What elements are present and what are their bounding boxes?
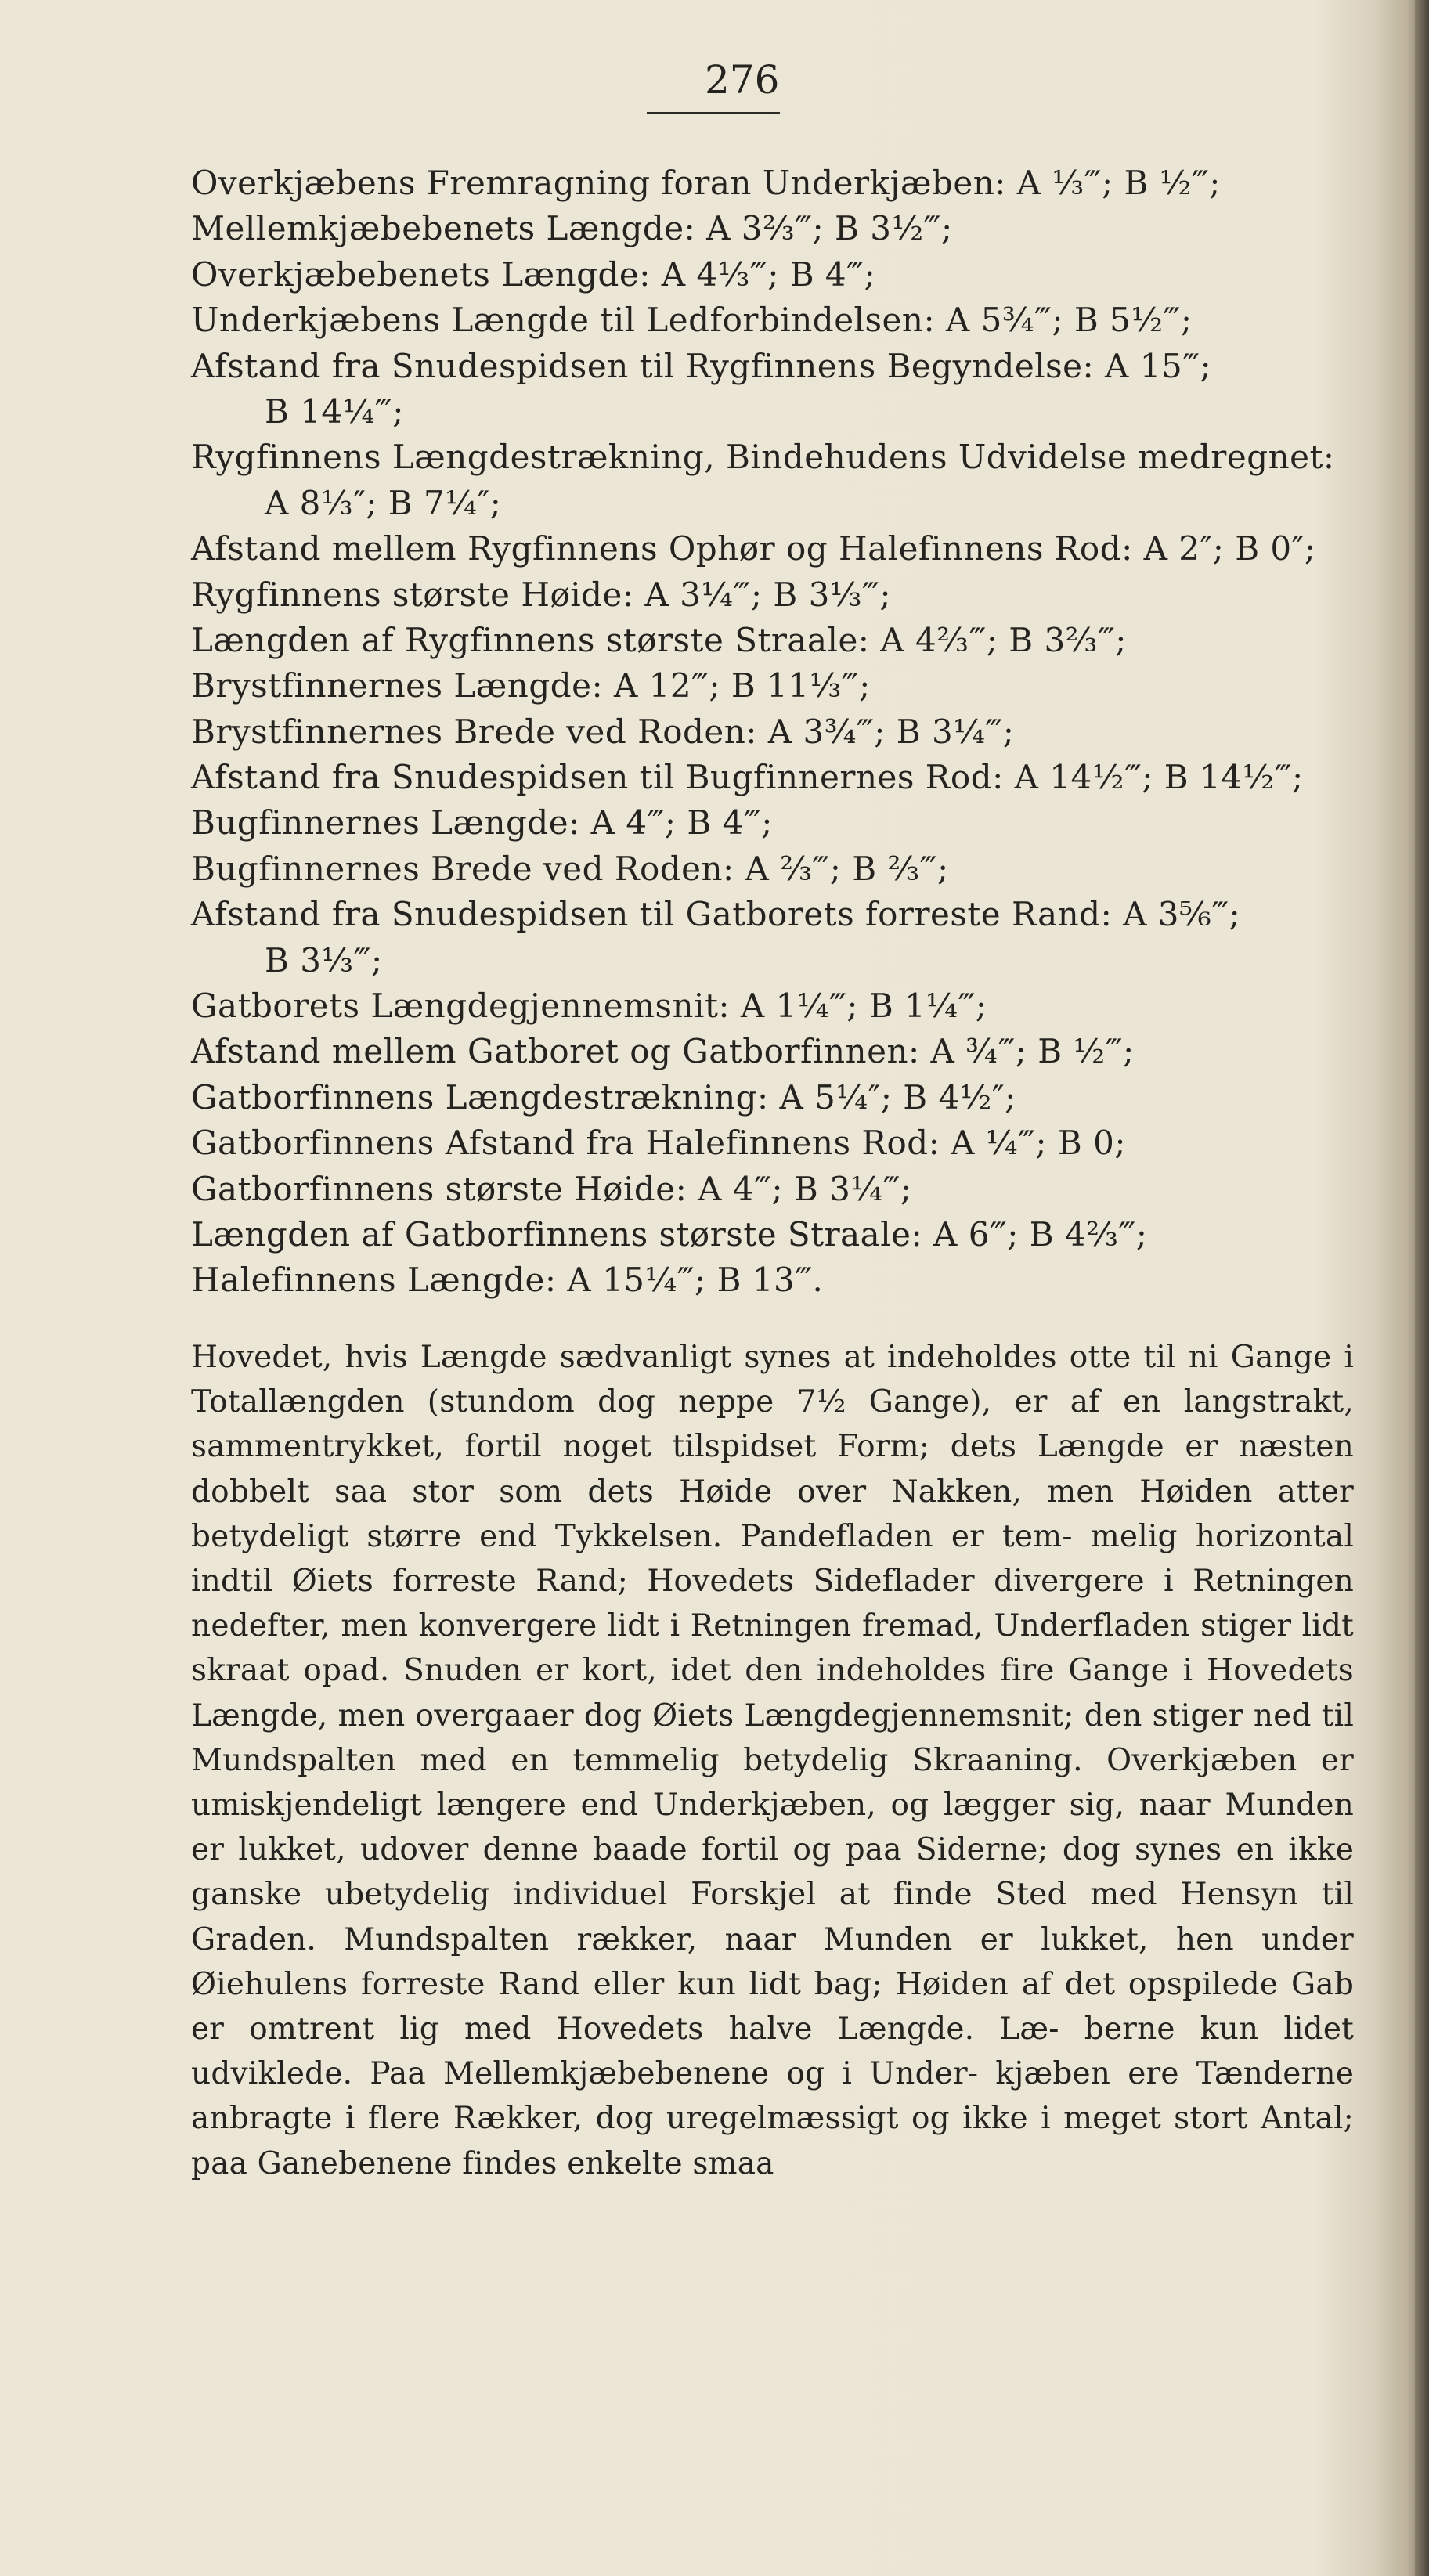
paragraph-line: kjæben ere Tænderne anbragte i flere Rækker, dog uregelmæssigt xyxy=(191,2056,1354,2137)
paragraph-line: fremad, Underfladen stiger lidt skraat opad. Snuden er kort, idet xyxy=(191,1608,1354,1689)
paragraph-line: berne kun lidet udviklede. Paa Mellemkjæbebenene og i Under- xyxy=(191,2011,1354,2092)
measurement-line: Afstand fra Snudespidsen til Gatborets forreste Rand: A 3⅚‴; xyxy=(191,895,1241,934)
measurement-line: Bugfinnernes Brede ved Roden: A ⅔‴; B ⅔‴; xyxy=(191,849,949,888)
measurement-line: Gatborfinnens største Høide: A 4‴; B 3¼‴; xyxy=(191,1169,912,1208)
paragraph-line: ni Gange i Totallængden (stundom dog neppe 7½ Gange), er af en xyxy=(191,1340,1354,1420)
measurement-line: Afstand mellem Gatboret og Gatborfinnen: A ¾‴; B ½‴; xyxy=(191,1032,1135,1071)
paragraph-line: udover denne baade fortil og paa Siderne; dog synes en ikke xyxy=(359,1832,1354,1868)
measurement-line: Brystfinnernes Længde: A 12‴; B 11⅓‴; xyxy=(191,666,871,705)
measurement-line: Overkjæbens Fremragning foran Underkjæben: A ⅓‴; B ½‴; xyxy=(191,164,1221,202)
measurement-line: Underkjæbens Længde til Ledforbindelsen: A 5¾‴; B 5½‴; xyxy=(191,301,1193,340)
measurement-line: Længden af Rygfinnens største Straale: A 4⅔‴; B 3⅔‴; xyxy=(191,620,1127,659)
measurement-line: Afstand fra Snudespidsen til Bugfinnernes Rod: A 14½‴; B 14½‴; xyxy=(191,758,1304,797)
paragraph-line: den indeholdes fire Gange i Hovedets Længde, men overgaaer dog xyxy=(191,1653,1354,1734)
paragraph-line: langstrakt, sammentrykket, fortil noget tilspidset Form; dets Længde xyxy=(191,1384,1354,1465)
paragraph-line: og ikke i meget stort Antal; paa Ganebenene findes enkelte smaa xyxy=(191,2101,1354,2181)
measurement-line: A 8⅓″; B 7¼″; xyxy=(265,483,502,522)
measurement-list xyxy=(191,161,1366,1304)
measurement-line: Gatborfinnens Længdestrækning: A 5¼″; B 4½″; xyxy=(191,1077,1016,1117)
measurement-line: B 14¼‴; xyxy=(265,391,404,431)
measurement-line: Afstand mellem Rygfinnens Ophør og Halefinnens Rod: A 2″; B 0″; xyxy=(191,529,1316,568)
measurement-line: Halefinnens Længde: A 15¼‴; B 13‴. xyxy=(191,1261,824,1300)
paragraph-line: Graden. Mundspalten rækker, naar Munden er lukket, hen xyxy=(191,1921,1234,1957)
paragraph-line: Hovedet, hvis Længde sædvanligt synes at indeholdes otte til xyxy=(191,1340,1176,1375)
paragraph-line: melig horizontal indtil Øiets forreste Rand; Hovedets Sideflader xyxy=(191,1518,1354,1600)
measurement-line: Gatborets Længdegjennemsnit: A 1¼‴; B 1¼‴; xyxy=(191,987,987,1026)
paragraph-line: er næsten dobbelt saa stor som dets Høide over Nakken, men xyxy=(191,1429,1354,1510)
paragraph-line: Høiden atter betydeligt større end Tykkelsen. Pandefladen er tem- xyxy=(191,1474,1354,1554)
measurement-line: Bugfinnernes Længde: A 4‴; B 4‴; xyxy=(191,803,773,842)
measurement-line: Rygfinnens største Høide: A 3¼‴; B 3⅓‴; xyxy=(191,575,891,614)
body-paragraph xyxy=(191,1335,1354,2186)
measurement-line: B 3⅓‴; xyxy=(265,940,383,980)
measurement-line: Rygfinnens Længdestrækning, Bindehudens Udvidelse medregnet: xyxy=(191,438,1335,477)
page-number-rule xyxy=(647,112,780,114)
measurement-line: Gatborfinnens Afstand fra Halefinnens Rod: A ¼‴; B 0; xyxy=(191,1124,1126,1163)
measurement-line: Brystfinnernes Brede ved Roden: A 3¾‴; B 3¼‴; xyxy=(191,712,1015,751)
measurement-line: Længden af Gatborfinnens største Straale: A 6‴; B 4⅔‴; xyxy=(191,1214,1148,1254)
measurement-line: Mellemkjæbebenets Længde: A 3⅔‴; B 3½‴; xyxy=(191,209,953,248)
measurement-line: Overkjæbebenets Længde: A 4⅓‴; B 4‴; xyxy=(191,254,876,294)
paragraph-line: divergere i Retningen nedefter, men konvergere lidt i Retningen xyxy=(191,1564,1354,1644)
paragraph-line: Øiets Længdegjennemsnit; den stiger ned til Mundspalten med en xyxy=(191,1697,1354,1778)
paragraph-line: ganske ubetydelig individuel Forskjel at finde Sted med Hensyn til xyxy=(191,1877,1354,1913)
measurement-line: Afstand fra Snudespidsen til Rygfinnens Begyndelse: A 15‴; xyxy=(191,346,1212,385)
page-number: 276 xyxy=(705,57,780,103)
paragraph-line: længere end Underkjæben, og lægger sig, naar Munden er lukket, xyxy=(191,1788,1354,1868)
paragraph-line: temmelig betydelig Skraaning. Overkjæben er umiskjendeligt xyxy=(191,1742,1355,1824)
paragraph-line: opspilede Gab er omtrent lig med Hovedets halve Længde. Læ- xyxy=(191,1966,1354,2047)
page-edge-shadow xyxy=(1415,0,1429,2576)
paragraph-line: under Øiehulens forreste Rand eller kun lidt bag; Høiden af det xyxy=(191,1921,1354,2002)
